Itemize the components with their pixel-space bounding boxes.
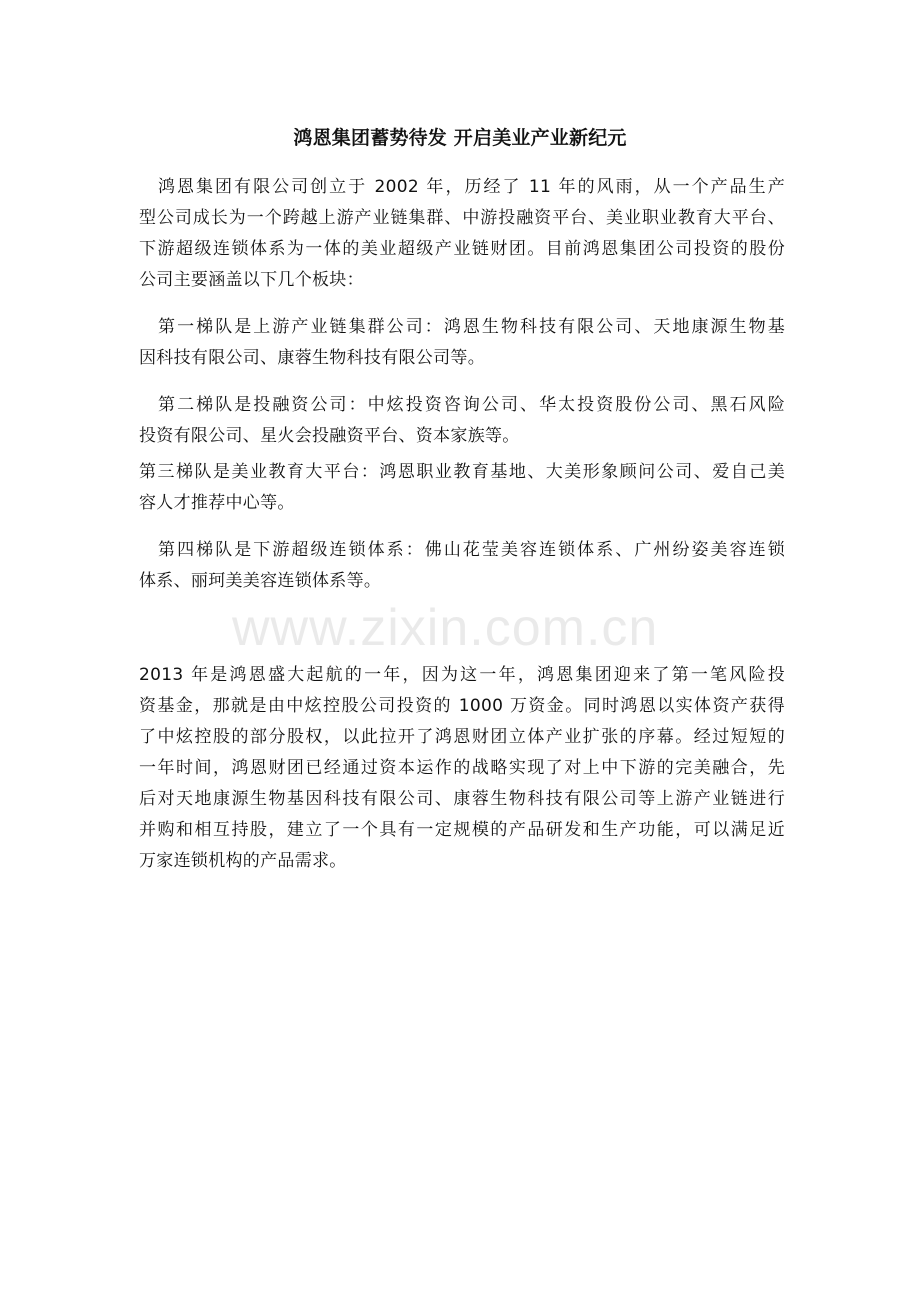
text-line: 第四梯队是下游超级连锁体系：佛山花莹美容连锁体系、广州纷姿美容连锁: [139, 540, 785, 560]
text-line: 了中炫控股的部分股权，以此拉开了鸿恩财团立体产业扩张的序幕。经过短短的: [139, 727, 785, 747]
paragraph-tier-four: [139, 535, 785, 597]
watermark: www.zixin.com.cn: [232, 599, 659, 657]
text-line: 投资有限公司、星火会投融资平台、资本家族等。: [139, 426, 520, 446]
text-line: 容人才推荐中心等。: [139, 493, 295, 513]
text-line: 万家连锁机构的产品需求。: [139, 851, 347, 871]
paragraph-tier-two: [139, 390, 785, 452]
text-line: 后对天地康源生物基因科技有限公司、康蓉生物科技有限公司等上游产业链进行: [139, 789, 785, 809]
text-line: 第三梯队是美业教育大平台：鸿恩职业教育基地、大美形象顾问公司、爱自己美: [139, 462, 785, 482]
paragraph-2013-milestone: [139, 660, 785, 877]
document-title: 鸿恩集团蓄势待发 开启美业产业新纪元: [293, 127, 627, 149]
text-line: 因科技有限公司、康蓉生物科技有限公司等。: [139, 348, 485, 368]
text-line: 并购和相互持股，建立了一个具有一定规模的产品研发和生产功能，可以满足近: [139, 820, 785, 840]
paragraph-tier-one: [139, 312, 785, 374]
paragraph-tier-three: [139, 457, 785, 519]
text-line: 下游超级连锁体系为一体的美业超级产业链财团。目前鸿恩集团公司投资的股份: [139, 239, 785, 259]
document-body: [139, 172, 785, 877]
text-line: 鸿恩集团有限公司创立于 2002 年，历经了 11 年的风雨，从一个产品生产: [139, 177, 785, 197]
text-line: 第二梯队是投融资公司：中炫投资咨询公司、华太投资股份公司、黑石风险: [139, 395, 785, 415]
text-line: 型公司成长为一个跨越上游产业链集群、中游投融资平台、美业职业教育大平台、: [139, 208, 785, 228]
text-line: 资基金，那就是由中炫控股公司投资的 1000 万资金。同时鸿恩以实体资产获得: [139, 696, 785, 716]
text-line: 公司主要涵盖以下几个板块：: [139, 270, 364, 290]
text-line: 2013 年是鸿恩盛大起航的一年，因为这一年，鸿恩集团迎来了第一笔风险投: [139, 665, 785, 685]
paragraph-company-intro: [139, 172, 785, 296]
text-line: 第一梯队是上游产业链集群公司：鸿恩生物科技有限公司、天地康源生物基: [139, 317, 785, 337]
text-line: 体系、丽珂美美容连锁体系等。: [139, 571, 382, 591]
text-line: 一年时间，鸿恩财团已经通过资本运作的战略实现了对上中下游的完美融合，先: [139, 758, 785, 778]
